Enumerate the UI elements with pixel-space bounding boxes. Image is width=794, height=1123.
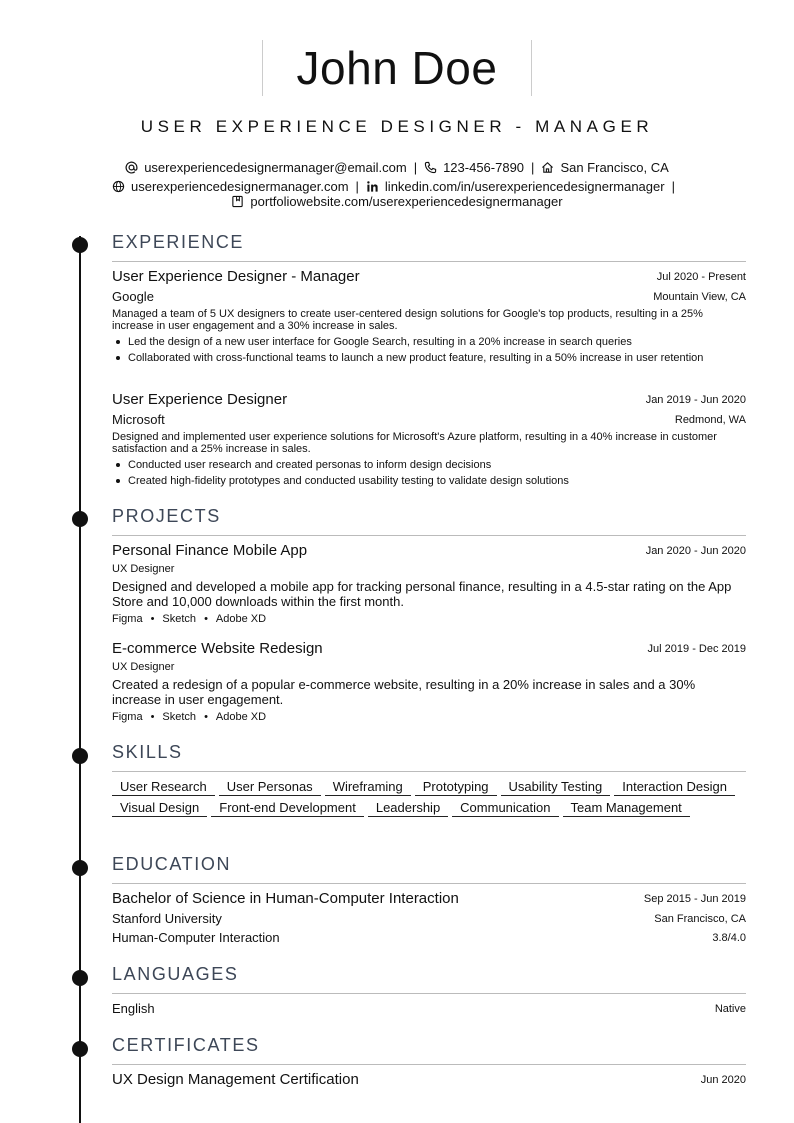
home-icon [541, 161, 554, 174]
language-level: Native [714, 1003, 746, 1015]
tool-tag: Figma [112, 613, 143, 625]
company-name: Microsoft [112, 412, 165, 427]
skill-tag: Interaction Design [614, 779, 735, 796]
job-title: USER EXPERIENCE DESIGNER - MANAGER [140, 117, 654, 136]
section-title-projects: PROJECTS [112, 506, 221, 526]
skill-tag: Communication [452, 800, 558, 817]
section-divider [112, 771, 746, 772]
project-dates: Jan 2020 - Jun 2020 [645, 545, 746, 557]
separator: | [413, 160, 418, 175]
bullet-item: Conducted user research and created personas to inform design decisions [112, 459, 746, 471]
section-divider [112, 261, 746, 262]
school-location: San Francisco, CA [654, 913, 746, 925]
email-link[interactable]: userexperiencedesignermanager@email.com [144, 160, 407, 175]
tool-tag: Sketch [162, 711, 197, 723]
skill-tag: User Personas [219, 779, 321, 796]
bullet-item: Created high-fidelity prototypes and conducted usability testing to validate design solutions [112, 475, 746, 487]
project-name: Personal Finance Mobile App [112, 542, 308, 559]
phone-number[interactable]: 123-456-7890 [443, 160, 525, 175]
certificate-date: Jun 2020 [700, 1074, 746, 1086]
section-divider [112, 883, 746, 884]
language-name: English [112, 1001, 155, 1016]
tool-tag: Adobe XD [215, 613, 267, 625]
bullet-item: Led the design of a new user interface for Google Search, resulting in a 20% increase in search queries [112, 336, 746, 348]
skill-tag: User Research [112, 779, 215, 796]
website-link[interactable]: userexperiencedesignermanager.com [131, 179, 349, 194]
project-tools [112, 613, 266, 625]
timeline-line [79, 236, 81, 1123]
skill-tag: Team Management [563, 800, 690, 817]
job-role: User Experience Designer - Manager [112, 268, 360, 285]
bullet-separator: • [150, 711, 155, 723]
project-description: Designed and developed a mobile app for tracking personal finance, resulting in a 4.5-star rating on the App Store and 10,000 downloads within the first month. [112, 579, 732, 609]
job-dates: Jan 2019 - Jun 2020 [645, 394, 746, 406]
bullet-separator: • [204, 711, 208, 723]
location-text: San Francisco, CA [560, 160, 669, 175]
section-divider [112, 993, 746, 994]
portfolio-link[interactable]: portfoliowebsite.com/userexperiencedesignermanager [250, 194, 563, 209]
globe-icon [112, 180, 125, 193]
section-divider [112, 1064, 746, 1065]
job-bullets [112, 336, 746, 368]
project-dates: Jul 2019 - Dec 2019 [647, 643, 746, 655]
job-role: User Experience Designer [112, 391, 288, 408]
education-dates: Sep 2015 - Jun 2019 [643, 893, 746, 905]
section-title-skills: SKILLS [112, 742, 183, 762]
tool-tag: Sketch [162, 613, 197, 625]
at-icon [125, 161, 138, 174]
separator: | [355, 179, 359, 194]
tool-tag: Figma [112, 711, 143, 723]
section-title-languages: LANGUAGES [112, 964, 239, 984]
contact-line-2 [0, 179, 794, 194]
linkedin-icon [366, 180, 379, 193]
skill-tag: Visual Design [112, 800, 207, 817]
timeline-dot [72, 748, 88, 764]
job-bullets [112, 459, 746, 491]
job-summary: Designed and implemented user experience solutions for Microsoft's Azure platform, resulting in a 40% increase in customer satisfaction and a 25% increase in sales. [112, 431, 717, 455]
section-title-certificates: CERTIFICATES [112, 1035, 260, 1055]
name-wrapper [0, 40, 794, 96]
separator: | [531, 160, 535, 175]
skills-list [112, 779, 746, 821]
school-name: Stanford University [112, 911, 222, 926]
separator: | [671, 179, 675, 194]
timeline-dot [72, 511, 88, 527]
project-description: Created a redesign of a popular e-commerce website, resulting in a 20% increase in sales and a 30% increase in user engagement. [112, 677, 696, 707]
job-dates: Jul 2020 - Present [656, 271, 746, 283]
timeline-dot [72, 1041, 88, 1057]
company-name: Google [112, 289, 154, 304]
section-divider [112, 535, 746, 536]
degree: Bachelor of Science in Human-Computer Interaction [112, 890, 459, 907]
candidate-name: John Doe [262, 40, 533, 96]
skill-tag: Prototyping [415, 779, 497, 796]
skill-tag: Wireframing [325, 779, 411, 796]
timeline-dot [72, 237, 88, 253]
contact-line-1 [0, 160, 794, 175]
contact-line-3 [0, 194, 794, 209]
skill-tag: Leadership [368, 800, 448, 817]
project-role: UX Designer [112, 563, 175, 575]
company-location: Redmond, WA [674, 414, 746, 426]
project-role: UX Designer [112, 661, 175, 673]
project-tools [112, 711, 266, 723]
company-location: Mountain View, CA [653, 291, 746, 303]
portfolio-icon [231, 195, 244, 208]
certificate-name: UX Design Management Certification [112, 1071, 359, 1088]
project-name: E-commerce Website Redesign [112, 640, 323, 657]
skill-tag: Usability Testing [501, 779, 611, 796]
section-title-experience: EXPERIENCE [112, 232, 245, 252]
linkedin-link[interactable]: linkedin.com/in/userexperiencedesignermanager [384, 179, 665, 194]
tool-tag: Adobe XD [215, 711, 267, 723]
phone-icon [424, 161, 437, 174]
timeline-dot [72, 860, 88, 876]
job-summary: Managed a team of 5 UX designers to create user-centered design solutions for Google's top products, resulting in a 25% increase in user engagement and a 30% increase in sales. [112, 308, 703, 332]
bullet-item: Collaborated with cross-functional teams to launch a new product feature, resulting in a 50% increase in user retention [112, 352, 746, 364]
section-title-education: EDUCATION [112, 854, 232, 874]
skill-tag: Front-end Development [211, 800, 364, 817]
gpa: 3.8/4.0 [712, 932, 746, 944]
bullet-separator: • [150, 613, 155, 625]
field-of-study: Human-Computer Interaction [112, 930, 280, 945]
timeline-dot [72, 970, 88, 986]
bullet-separator: • [204, 613, 208, 625]
